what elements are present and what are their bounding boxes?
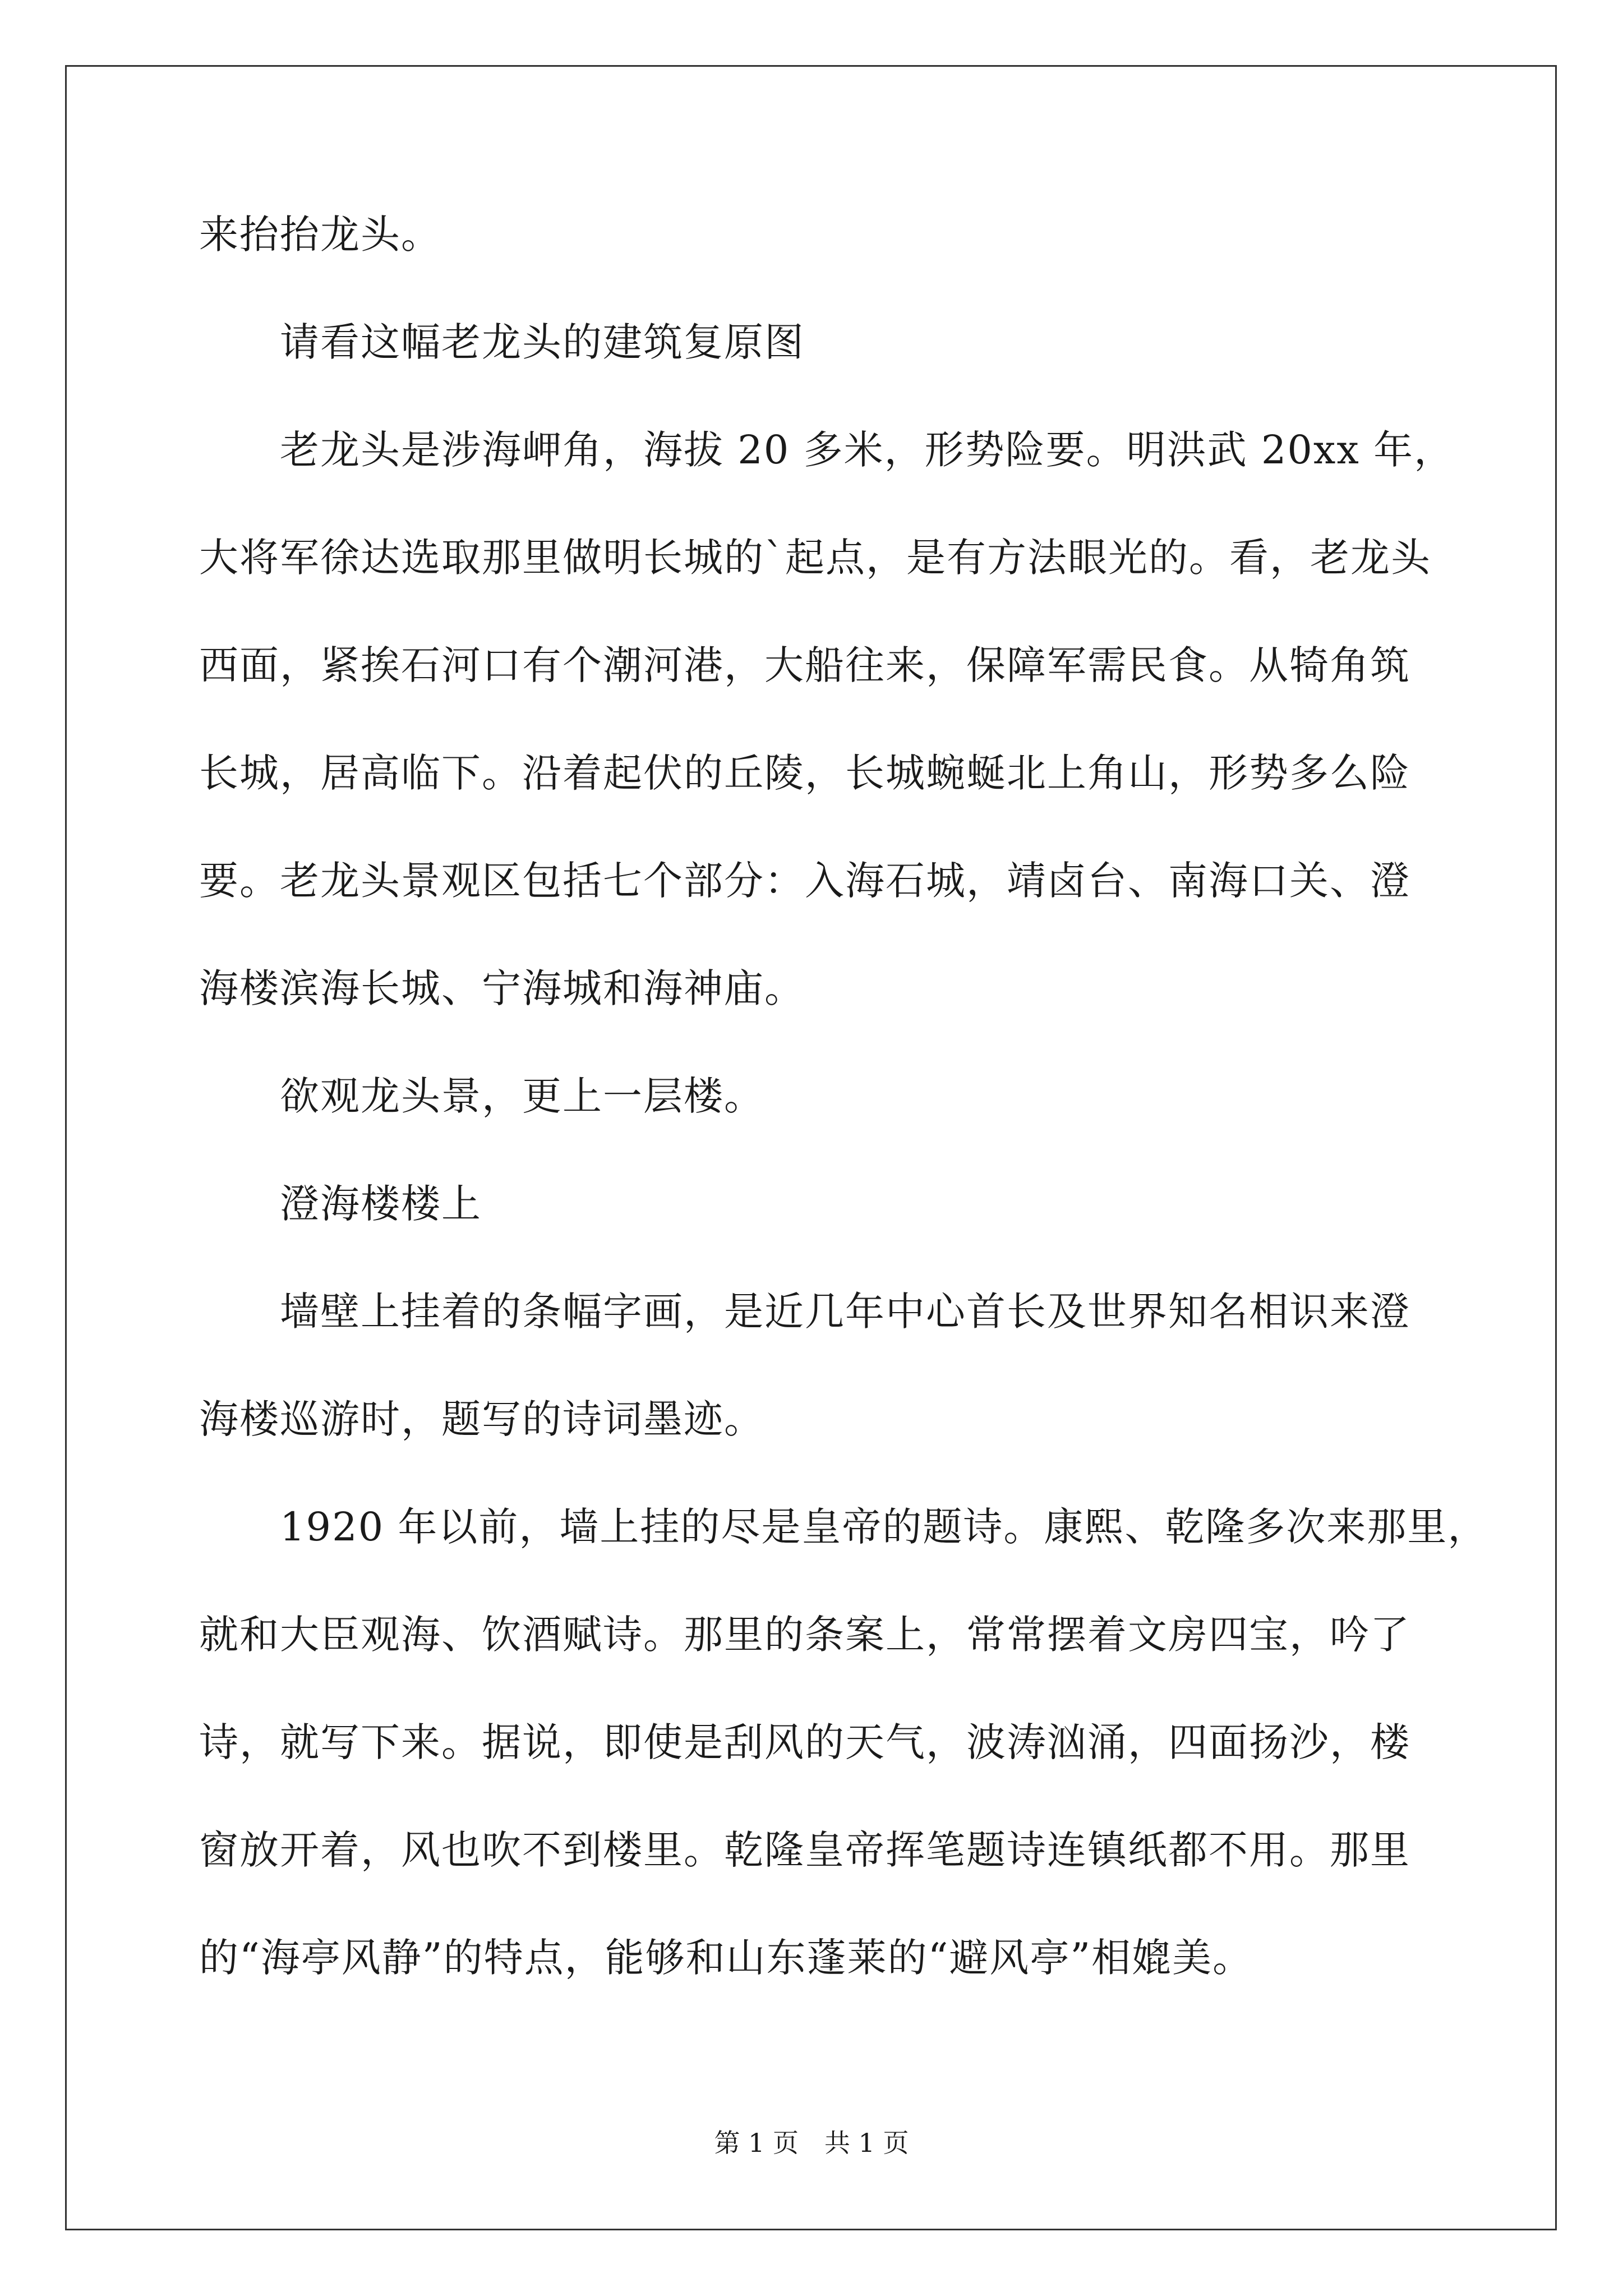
text-line: 要。老龙头景观区包括七个部分：入海石城，靖卤台、南海口关、澄 [199,858,1410,904]
text-line: 海楼巡游时，题写的诗词墨迹。 [199,1396,764,1442]
text-line: 海楼滨海长城、宁海城和海神庙。 [199,965,805,1011]
page-frame [65,65,1557,2230]
text-line: 墙壁上挂着的条幅字画，是近几年中心首长及世界知名相识来澄 [280,1289,1410,1335]
text-line: 来抬抬龙头。 [199,211,441,257]
text-line: 诗，就写下来。据说，即使是刮风的天气，波涛汹涌，四面扬沙，楼 [199,1719,1410,1765]
text-line: 西面，紧挨石河口有个潮河港，大船往来，保障军需民食。从犄角筑 [199,642,1410,688]
text-line: 窗放开着，风也吹不到楼里。乾隆皇帝挥笔题诗连镇纸都不用。那里 [199,1827,1410,1873]
text-line: 澄海楼楼上 [280,1181,482,1227]
text-line: 大将军徐达选取那里做明长城的`起点，是有方法眼光的。看，老龙头 [199,535,1431,581]
text-line: 的“海亭风静”的特点，能够和山东蓬莱的“避风亭”相媲美。 [199,1935,1253,1981]
page-footer: 第 1 页 共 1 页 [714,2128,909,2158]
text-line: 欲观龙头景，更上一层楼。 [280,1073,764,1119]
text-line: 请看这幅老龙头的建筑复原图 [280,319,805,365]
text-line: 长城，居高临下。沿着起伏的丘陵，长城蜿蜒北上角山，形势多么险 [199,750,1410,796]
text-line: 1920 年以前，墙上挂的尽是皇帝的题诗。康熙、乾隆多次来那里， [280,1504,1488,1550]
text-line: 就和大臣观海、饮酒赋诗。那里的条案上，常常摆着文房四宝，吟了 [199,1612,1410,1658]
text-line: 老龙头是涉海岬角，海拔 20 多米，形势险要。明洪武 20xx 年， [280,427,1455,473]
